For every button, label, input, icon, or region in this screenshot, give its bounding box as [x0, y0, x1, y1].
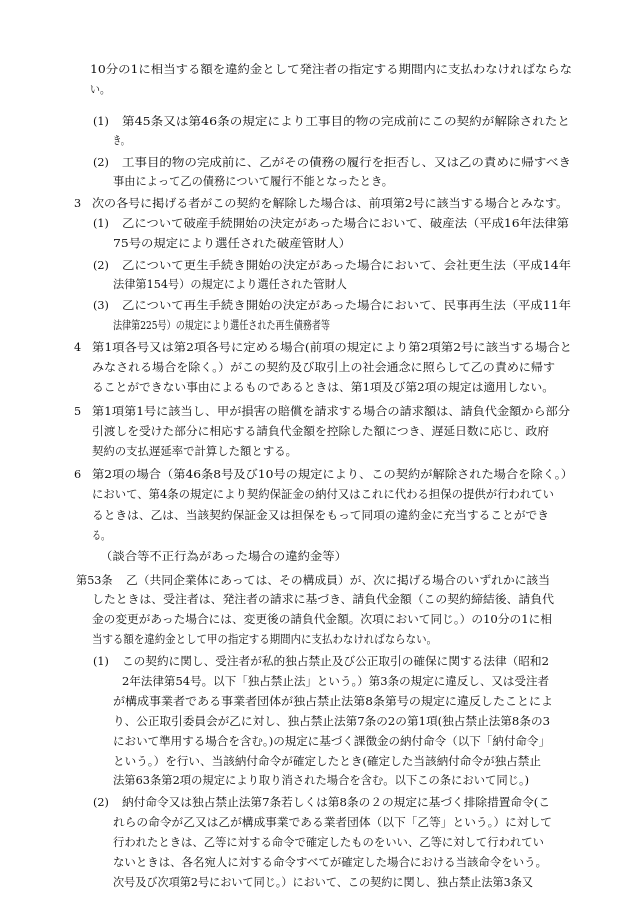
line-text: みなされる場合を除く。）がこの契約及び取引上の社会通念に照らして乙の責めに帰す [92, 361, 555, 374]
line-text: ないときは、各名宛人に対する命令すべてが確定した場合における当該命令をいう。 [113, 856, 547, 869]
line-text: り、公正取引委員会が乙に対し、独占禁止法第7条の2の第1項(独占禁止法第8条の3 [113, 715, 550, 728]
line-text: したときは、受注者は、発注者の請求に基づき、請負代金額（この契約締結後、請負代 [92, 593, 554, 606]
line-text: が構成事業者である事業者団体が独占禁止法第8条第号の規定に違反したことによ [113, 695, 553, 708]
line-text: において、第4条の規定により契約保証金の納付又はこれに代わる担保の提供が行われてい [92, 488, 554, 501]
line-text: 乙について更生手続き開始の決定があった場合において、会社更生法（平成14年 [122, 259, 571, 272]
line-text: 次号及び次項第2号において同じ。）において、この契約に関し、独占禁止法第3条又 [113, 876, 533, 889]
line-text: 乙（共同企業体にあっては、その構成員）が、次に掲げる場合のいずれかに該当 [126, 574, 550, 587]
line-text: 法律第225号）の規定により選任された再生債務者等 [113, 319, 330, 332]
item-number: (1) [93, 217, 109, 230]
line-text: き。 [113, 134, 129, 147]
line-text: 納付命令又は独占禁止法第7条若しくは第8条の２の規定に基づく排除措置命令(こ [122, 796, 550, 809]
line-text: 法律第154号）の規定により選任された管財人 [113, 278, 347, 291]
line-text: （談合等不正行為があった場合の違約金等） [100, 550, 347, 563]
line-text: 10分の1に相当する額を違約金として発注者の指定する期間内に支払わなければならな [90, 63, 572, 76]
line-text: 当する額を違約金として甲の指定する期間内に支払わなければならない。 [92, 633, 437, 646]
line-text: 第2項の場合（第46条8号及び10号の規定により、この契約が解除された場合を除く。） [92, 468, 573, 481]
line-text: 第1項各号又は第2項各号に定める場合(前項の規定により第2項第2号に該当する場合と [92, 341, 572, 354]
item-number: 5 [74, 405, 82, 418]
line-text: において準用する場合を含む。)の規定に基づく課徴金の納付命令（以下「納付命令」 [113, 735, 550, 748]
line-text: 法第63条第2項の規定により取り消された場合を含む。以下この条において同じ。) [113, 774, 529, 787]
item-number: (1) [93, 655, 109, 668]
line-text: 2年法律第54号。以下「独占禁止法」という。）第3条の規定に違反し、又は受注者 [122, 675, 549, 688]
item-number: 3 [74, 197, 82, 210]
line-text: 第45条又は第46条の規定により工事目的物の完成前にこの契約が解除されたと [122, 115, 570, 128]
line-text: 契約の支払遅延率で計算した額とする。 [92, 445, 297, 458]
line-text: 金の変更があった場合には、変更後の請負代金額。次項において同じ。）の10分の1に相 [92, 613, 552, 626]
line-text: 75号の規定により選任された破産管財人） [113, 237, 351, 250]
line-text: 第1項第1号に該当し、甲が損害の賠償を請求する場合の請求額は、請負代金額から部分 [92, 405, 570, 418]
line-text: い。 [90, 83, 110, 96]
item-number: (2) [93, 156, 109, 169]
item-number: (2) [93, 259, 109, 272]
line-text: 引渡しを受けた部分に相応する請負代金額を控除した額につき、遅延日数に応じ、政府 [92, 425, 549, 438]
item-number: (2) [93, 796, 109, 809]
line-text: るときは、乙は、当該契約保証金又は担保をもって同項の違約金に充当することができ [92, 509, 549, 522]
item-number: 第53条 [76, 574, 113, 587]
line-text: れらの命令が乙又は乙が構成事業である業者団体（以下「乙等」という。）に対して [113, 816, 552, 829]
line-text: 乙について再生手続き開始の決定があった場合において、民事再生法（平成11年 [122, 299, 571, 312]
item-number: 6 [74, 468, 82, 481]
line-text: 行われたときは、乙等に対する命令で確定したものをいい、乙等に対して行われてい [113, 836, 544, 849]
item-number: (3) [93, 299, 109, 312]
item-number: 4 [74, 341, 82, 354]
line-text: ることができない事由によるものであるときは、第1項及び第2項の規定は適用しない。 [92, 381, 554, 394]
line-text: この契約に関し、受注者が私的独占禁止及び公正取引の確保に関する法律（昭和2 [122, 655, 549, 668]
line-text: 次の各号に掲げる者がこの契約を解除した場合は、前項第2号に該当する場合とみなす。 [92, 197, 568, 210]
line-text: 工事目的物の完成前に、乙がその債務の履行を拒否し、又は乙の責めに帰すべき [122, 156, 571, 169]
line-text: という。）を行い、当該納付命令が確定したとき(確定した当該納付命令が独占禁止 [113, 755, 541, 768]
item-number: (1) [93, 115, 109, 128]
line-text: る。 [92, 529, 110, 542]
line-text: 事由によって乙の債務について履行不能となったとき。 [113, 175, 393, 188]
line-text: 乙について破産手続開始の決定があった場合において、破産法（平成16年法律第 [122, 217, 569, 230]
